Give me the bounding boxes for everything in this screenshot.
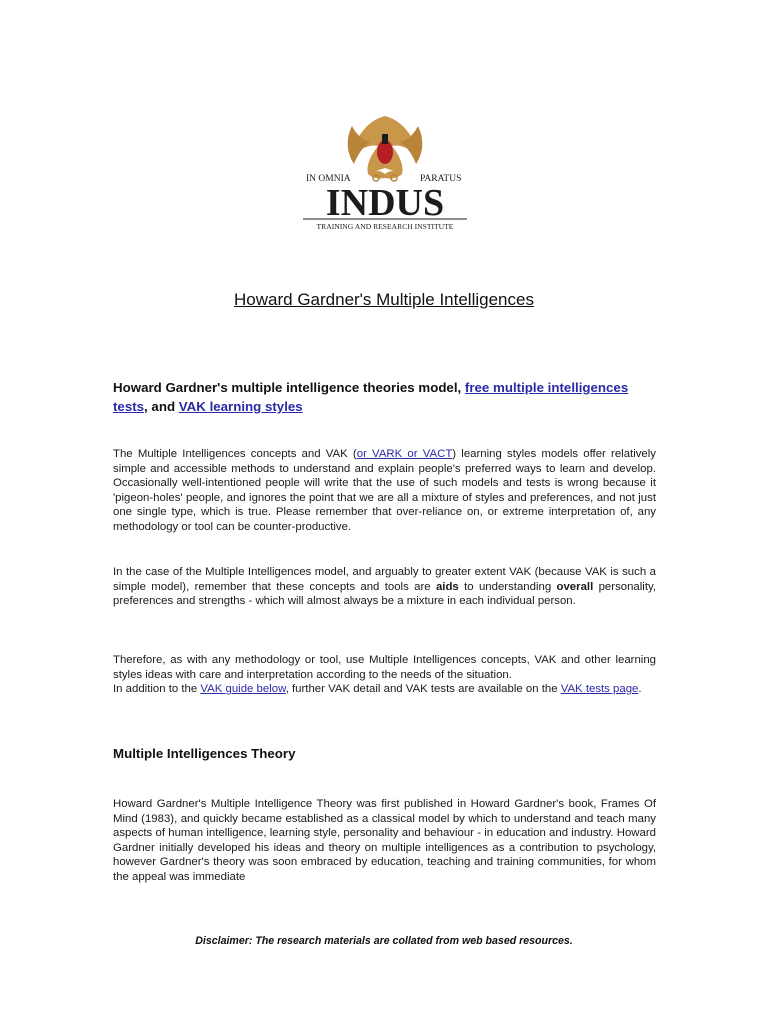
p2-before: In the case of the Multiple Intelligences model, and arguably to greater extent VAK (because VAK is such a simple model), remember that these concepts and tools are	[113, 566, 656, 593]
free-mi-tests-link[interactable]: free multiple intelligences tests	[113, 380, 629, 414]
section-heading	[113, 378, 658, 416]
vak-guide-link[interactable]: VAK guide below	[200, 683, 286, 696]
paragraph-mi-theory: Howard Gardner's Multiple Intelligence Theory was first published in Howard Gardner's book, Frames Of Mind (1983), and quickly became established as a classical model by which to understand and teach many aspects of human intelligence, learning style, personality and behaviour - in education and industry. Howard Gardner initially developed his ideas and theory on multiple intelligences as a contribution to psychology, however Gardner's theory was soon embraced by education, teaching and training communities, for whom the appeal was immediate	[113, 798, 656, 883]
heading-text: Howard Gardner's multiple intelligence theories model,	[113, 380, 465, 395]
disclaimer: Disclaimer: The research materials are collated from web based resources.	[195, 935, 573, 947]
p3-line2	[113, 682, 656, 697]
p2-after: personality, preferences and strengths - which will almost always be a mixture in each individual person.	[113, 580, 657, 608]
logo-subtitle: TRAINING AND RESEARCH INSTITUTE	[316, 222, 454, 231]
logo-name: INDUS	[325, 182, 445, 224]
subheading-mi-theory: Multiple Intelligences Theory	[113, 746, 296, 761]
p3-line2-before: In addition to the	[113, 683, 201, 696]
p2-bold-aids: aids	[435, 580, 459, 593]
vark-vact-link[interactable]: or VARK or VACT	[356, 448, 453, 460]
indus-logo	[300, 108, 470, 232]
p3-line2-mid: , further VAK detail and VAK tests are available on the	[285, 683, 561, 696]
p1-after: ) learning styles models offer relatively simple and accessible methods to understand and explain people's preferred ways to learn and develop. Occasionally well-intentioned people will write that the use of such models and tests is wrong because it 'pigeon-holes' people, and ignores the point that we are all a mixture of styles and preferences, and not just one single type, which is true. Please remember that over-reliance on, or extreme interpretation of, any methodology or tool can be counter-productive.	[113, 448, 656, 533]
p3-line2-after: .	[638, 683, 642, 696]
p2-bold-overall: overall	[556, 580, 594, 593]
page-title: Howard Gardner's Multiple Intelligences	[234, 290, 534, 309]
p3-line1: Therefore, as with any methodology or tool, use Multiple Intelligences concepts, VAK and other learning styles ideas with care and interpretation according to the needs of the situation.	[113, 654, 656, 681]
p2-mid: to understanding	[458, 580, 557, 593]
indus-crest-icon	[300, 108, 470, 232]
logo-motto-right: PARATUS	[420, 174, 462, 184]
logo-motto-left: IN OMNIA	[306, 174, 351, 184]
heading-text-mid: , and	[144, 399, 179, 414]
paragraph-intro	[113, 447, 656, 535]
vak-tests-page-link[interactable]: VAK tests page	[560, 683, 639, 696]
paragraph-methodology	[113, 653, 656, 697]
p1-before: The Multiple Intelligences concepts and VAK (	[113, 448, 357, 460]
paragraph-mi-model	[113, 565, 656, 609]
vak-learning-styles-link[interactable]: VAK learning styles	[178, 399, 303, 414]
